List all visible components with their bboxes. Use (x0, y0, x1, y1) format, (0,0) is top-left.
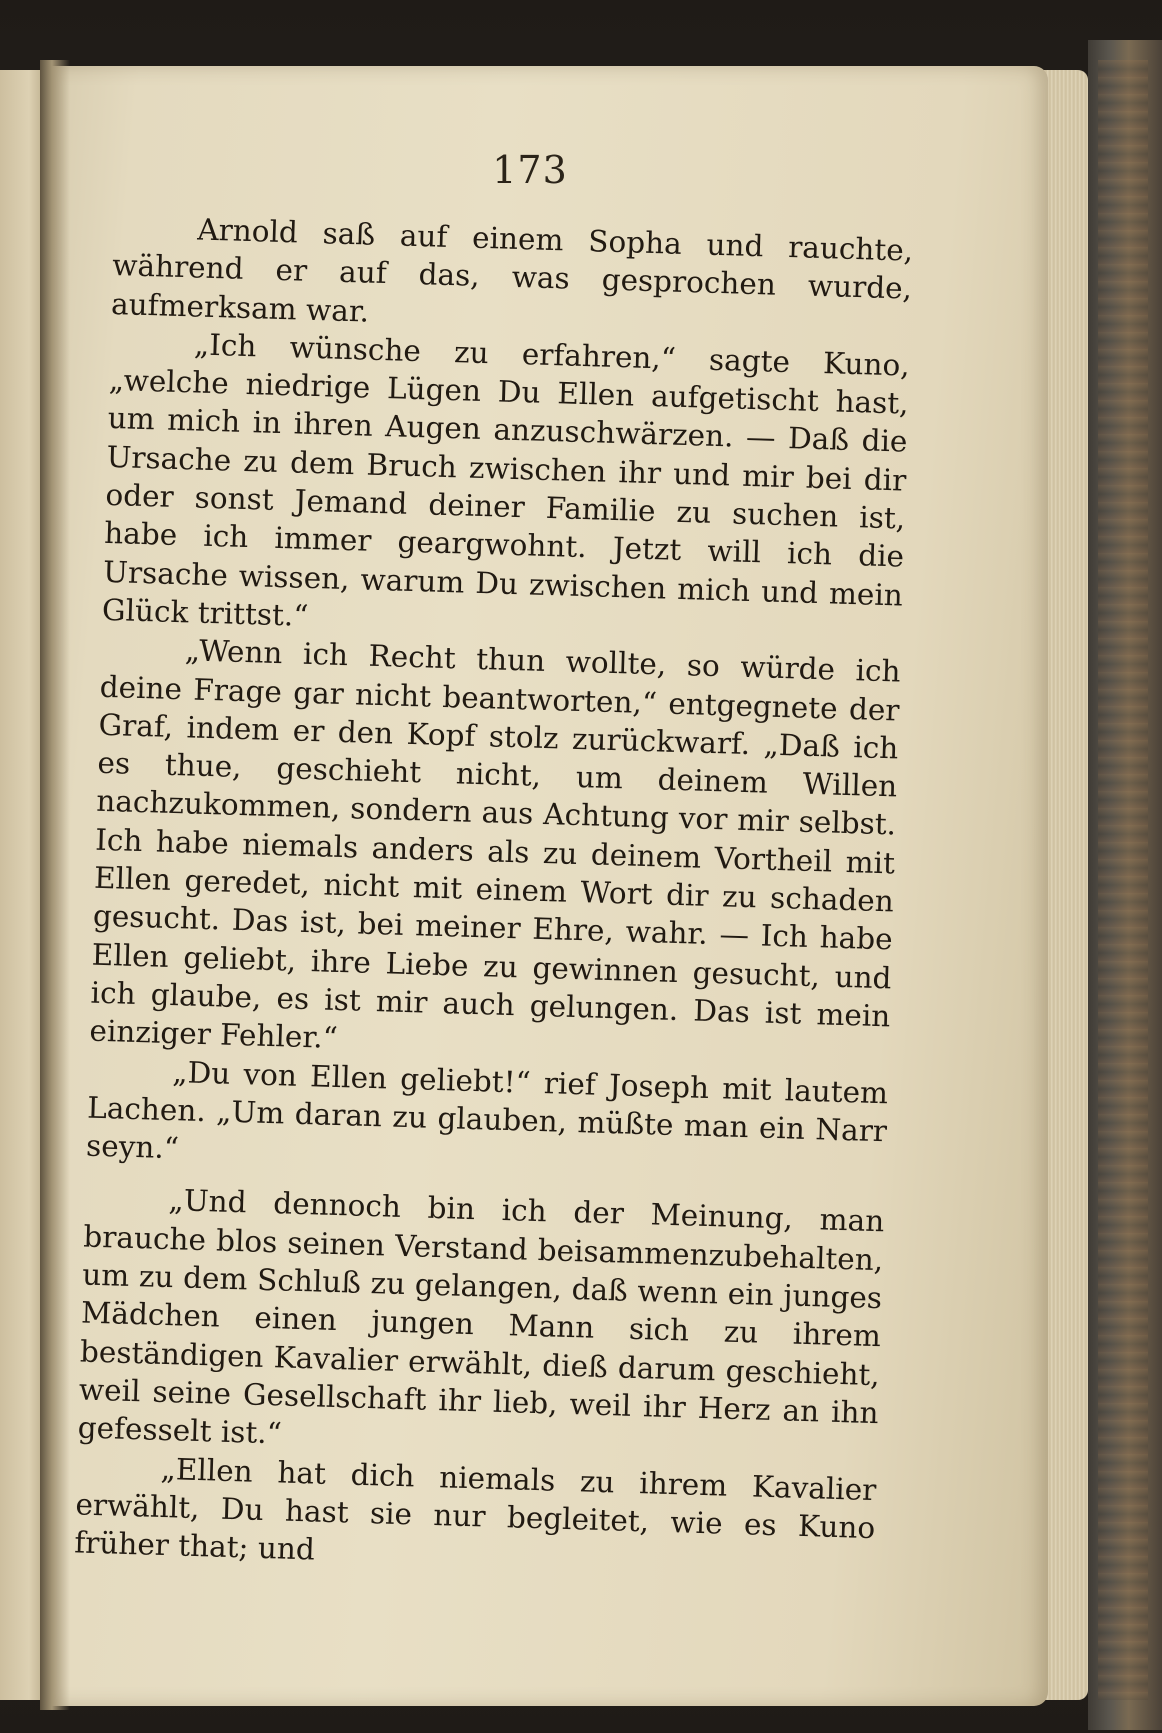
paragraph: „Ich wünsche zu erfahren,“ sagte Kuno, „welche niedrige Lügen Du Ellen aufgetischt hast, um mich in ihren Augen anzuschwärzen. — Daß die Ursache zu dem Bruch zwischen ihr und mir bei dir oder sonst Jemand deiner Familie zu suchen ist, habe ich immer geargwohnt. Jetzt will ich die Ursache wissen, warum Du zwischen mich und mein Glück trittst.“ (101, 327, 911, 633)
book-cover-edge (1088, 40, 1162, 1730)
paragraph: „Ellen hat dich niemals zu ihrem Kavalier erwählt, Du hast sie nur begleitet, wie es Kuno früher that; und (73, 1451, 877, 1567)
page-text (74, 208, 914, 1586)
paragraph: „Du von Ellen geliebt!“ rief Joseph mit lautem Lachen. „Um daran zu glauben, müßte man ein Narr seyn.“ (85, 1054, 889, 1166)
page-gutter (40, 60, 70, 1710)
page-number: 173 (492, 148, 568, 192)
paragraph: Arnold saß auf einem Sopha und rauchte, während er auf das, was gesprochen wurde, aufmerksam war. (110, 212, 914, 329)
paragraph: „Wenn ich Recht thun wollte, so würde ich deine Frage gar nicht beantworten,“ entgegnete der Graf, indem er den Kopf stolz zurückwarf. „Daß ich es thue, geschieht nicht, um deinem Willen nachzukommen, sondern aus Achtung vor mir selbst. Ich habe niemals anders als zu deinem Vortheil mit Ellen geredet, nicht mit einem Wort dir zu schaden gesucht. Das ist, bei meiner Ehre, wahr. — Ich habe Ellen geliebt, ihre Liebe zu gewinnen gesucht, und ich glaube, es ist mir auch gelungen. Das ist mein einziger Fehler.“ (89, 633, 902, 1056)
paragraph: „Und dennoch bin ich der Meinung, man brauche blos seinen Verstand beisammenzubehalten, um zu dem Schluß zu gelangen, daß wenn ein junges Mädchen einen jungen Mann sich zu ihrem beständigen Kavalier erwählt, dieß darum geschieht, weil seine Gesellschaft ihr lieb, weil ihr Herz an ihn gefesselt ist.“ (77, 1183, 885, 1451)
